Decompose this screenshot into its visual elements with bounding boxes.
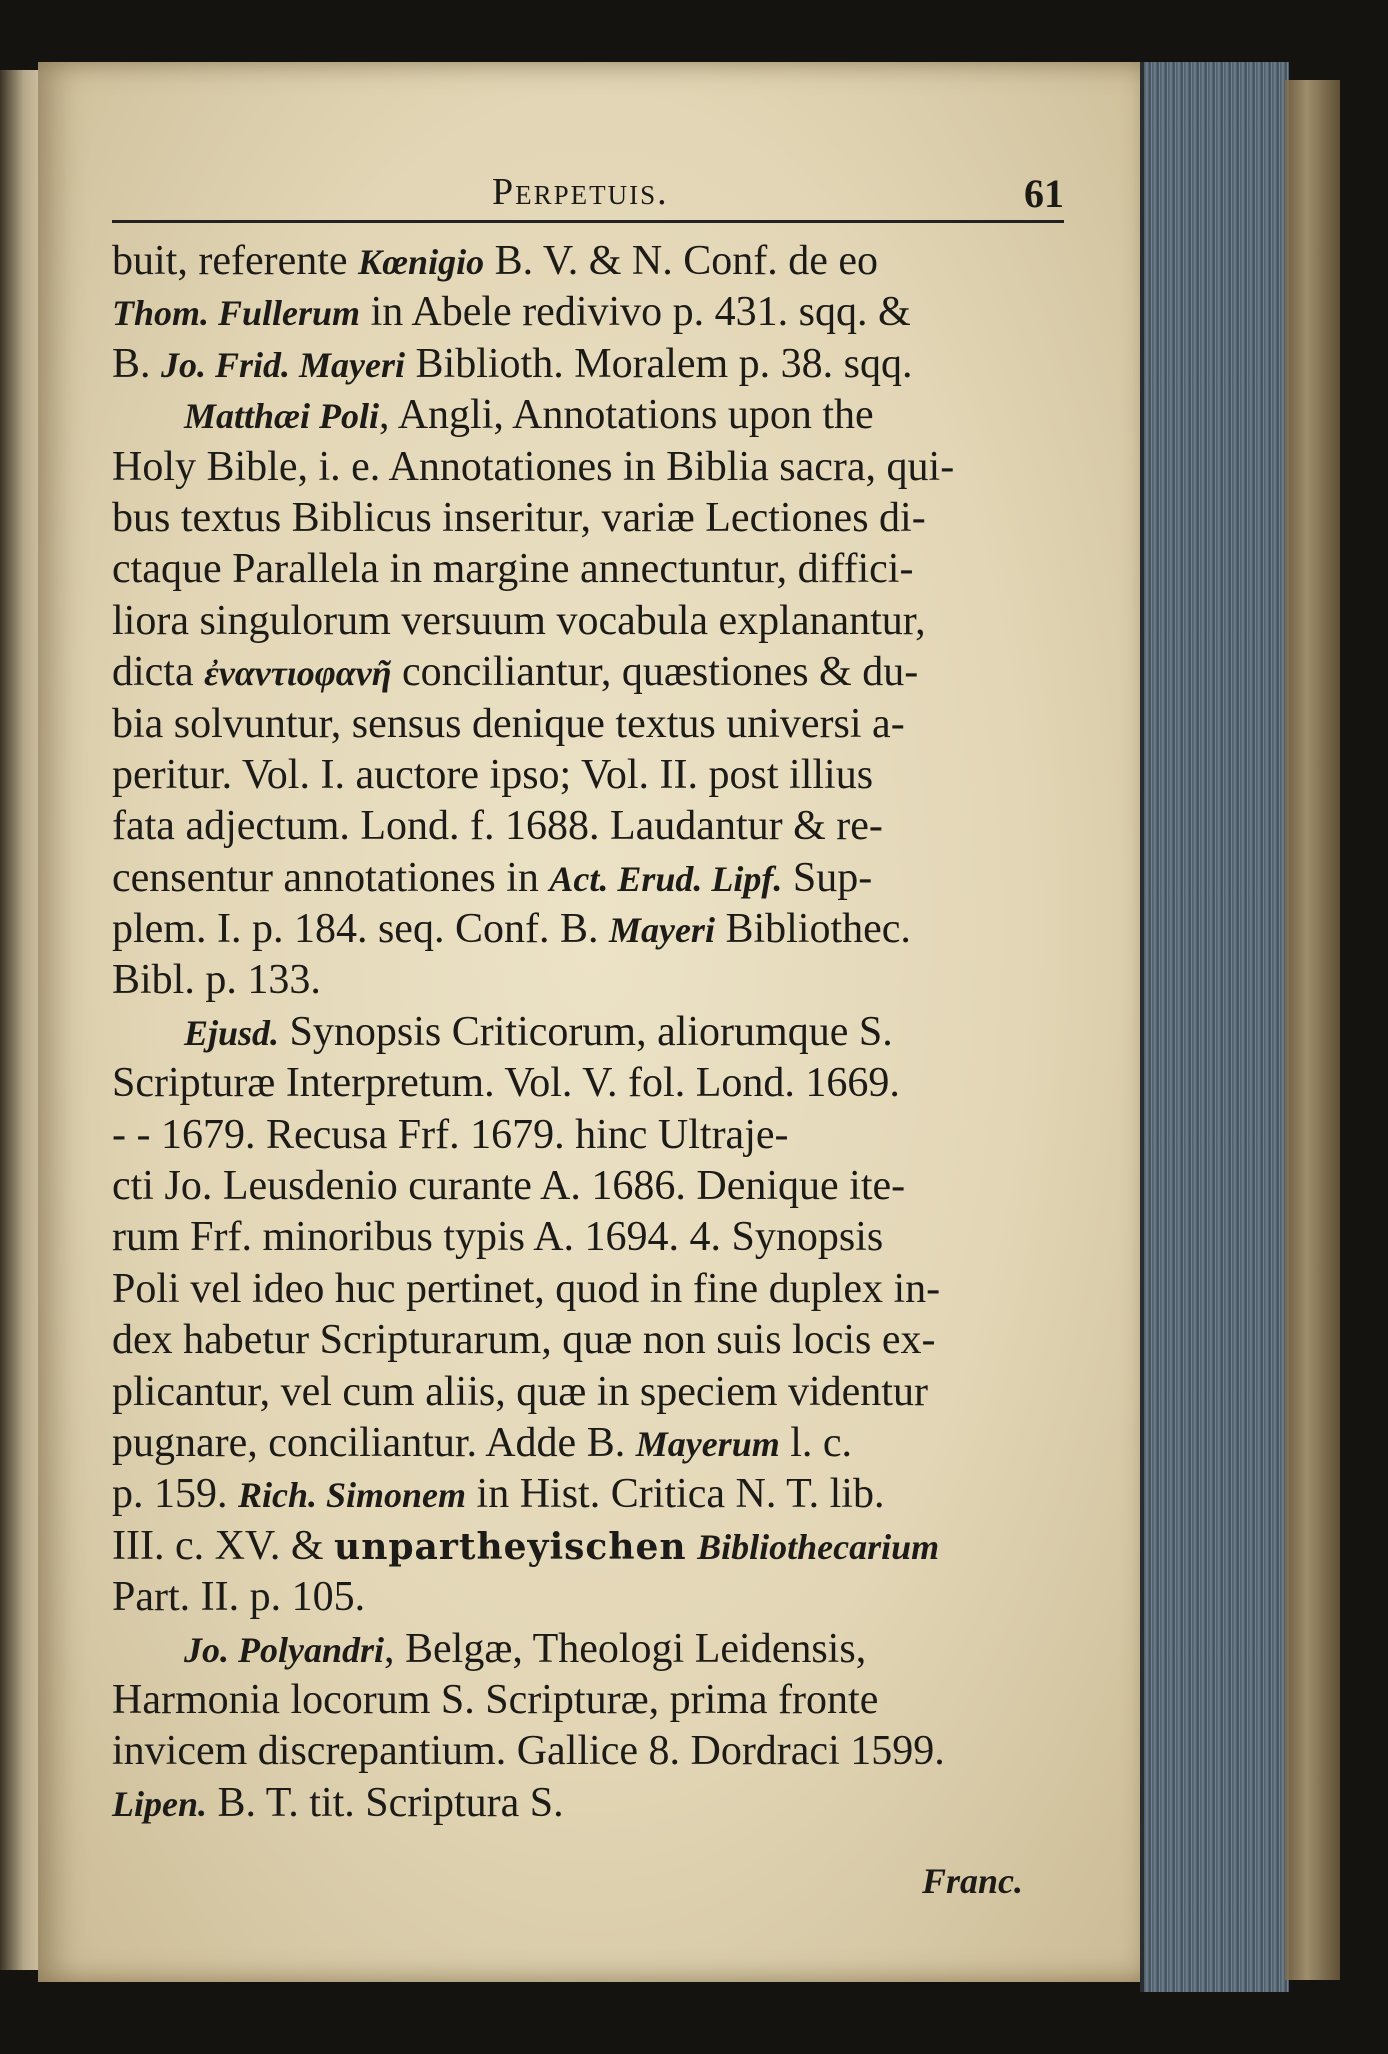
- text-run: Bibliothec.: [714, 906, 911, 953]
- text-line: [112, 750, 1072, 801]
- italic-run: Bibliothecarium: [697, 1526, 940, 1567]
- text-line: [112, 442, 1072, 493]
- text-line: [112, 1264, 1072, 1315]
- text-run: censentur annotationes in: [112, 854, 550, 901]
- body-text: [112, 236, 1072, 1829]
- text-line: [112, 236, 1072, 287]
- text-line: [112, 801, 1072, 852]
- line-content: [112, 1058, 900, 1109]
- line-content: [112, 236, 878, 288]
- text-line: [112, 1367, 1072, 1418]
- text-run: rum Frf. minoribus typis A. 1694. 4. Synopsis: [112, 1214, 884, 1261]
- page-block-fore-edge: [1140, 62, 1289, 1992]
- text-run: dex habetur Scripturarum, quæ non suis locis ex-: [112, 1317, 936, 1364]
- text-line: [112, 390, 1072, 441]
- text-line: [112, 544, 1072, 595]
- line-content: [112, 1572, 365, 1623]
- line-content: [112, 1110, 789, 1161]
- text-run: Biblioth. Moralem p. 38. sqq.: [405, 340, 913, 387]
- italic-run: Mayerum: [635, 1423, 780, 1464]
- text-run: conciliantur, quæstiones & du-: [391, 649, 919, 696]
- italic-run: Kœnigio: [358, 242, 485, 282]
- text-line: [112, 1675, 1072, 1726]
- text-line: [112, 1418, 1072, 1469]
- line-content: [112, 1161, 905, 1212]
- text-line: [112, 1161, 1072, 1212]
- line-content: [112, 1212, 883, 1263]
- text-line: [112, 904, 1072, 955]
- text-run: p. 159.: [112, 1471, 238, 1518]
- text-line: [112, 1624, 1072, 1675]
- text-run: invicem discrepantium. Gallice 8. Dordraci 1599.: [112, 1728, 945, 1775]
- text-run: bus textus Biblicus inseritur, variæ Lectiones di-: [112, 494, 926, 541]
- text-run: fata adjectum. Lond. f. 1688. Laudantur & re-: [112, 803, 883, 850]
- text-run: Poli vel ideo huc pertinet, quod in fine duplex in-: [112, 1265, 941, 1312]
- text-line: [112, 853, 1072, 904]
- text-run: Holy Bible, i. e. Annotationes in Biblia sacra, qui-: [112, 443, 955, 490]
- text-run: l. c.: [779, 1419, 853, 1466]
- line-content: [112, 442, 954, 493]
- italic-run: Ejusd.: [184, 1012, 280, 1053]
- left-page-edge: [0, 70, 40, 1970]
- text-run: B.: [112, 340, 162, 387]
- text-run: [687, 1523, 698, 1569]
- text-run: ctaque Parallela in margine annectuntur, diffici-: [112, 546, 914, 593]
- line-content: [112, 1367, 928, 1418]
- text-run: Synopsis Criticorum, aliorumque S.: [279, 1008, 893, 1055]
- text-run: Scripturæ Interpretum. Vol. V. fol. Lond. 1669.: [112, 1060, 900, 1107]
- line-content: [112, 1469, 884, 1521]
- text-line: [112, 1110, 1072, 1161]
- line-content: [112, 544, 913, 595]
- line-content: [112, 904, 911, 956]
- italic-run: Thom. Fullerum: [112, 293, 361, 334]
- book-cover-edge: [1285, 80, 1340, 1980]
- text-run: , Angli, Annotations upon the: [379, 392, 874, 439]
- text-run: liora singulorum versuum vocabula explanantur,: [112, 597, 926, 644]
- text-line: [112, 1058, 1072, 1109]
- line-content: [112, 853, 872, 905]
- line-content: [184, 1007, 893, 1059]
- text-run: dicta: [112, 649, 205, 696]
- text-run: III. c. XV. &: [112, 1522, 335, 1569]
- text-line: [112, 1521, 1072, 1572]
- page-number: 61: [1024, 171, 1064, 216]
- text-line: [112, 1572, 1072, 1623]
- line-content: [112, 1315, 936, 1366]
- line-content: [112, 596, 926, 647]
- running-head: [112, 160, 1064, 223]
- italic-run: Lipen.: [112, 1783, 207, 1824]
- text-run: B. V. & N. Conf. de eo: [484, 238, 879, 284]
- text-line: [112, 596, 1072, 647]
- text-run: Sup-: [782, 854, 873, 901]
- text-run: plicantur, vel cum aliis, quæ in speciem videntur: [112, 1368, 928, 1415]
- line-content: [112, 750, 873, 801]
- line-content: [112, 1778, 564, 1830]
- italic-run: ἐναντιοφανῆ: [204, 653, 392, 694]
- text-run: buit, referente: [112, 238, 359, 284]
- blackletter-run: unpartheyischen: [334, 1525, 687, 1568]
- text-line: [112, 1726, 1072, 1777]
- text-line: [112, 1778, 1072, 1829]
- line-content: [112, 955, 321, 1006]
- italic-run: Act. Erud. Lipf.: [549, 858, 783, 899]
- text-line: [112, 1315, 1072, 1366]
- catchword: Franc.: [922, 1861, 1024, 1901]
- line-content: [112, 801, 883, 852]
- text-run: pugnare, conciliantur. Adde B.: [112, 1419, 636, 1466]
- line-content: [112, 1521, 939, 1573]
- line-content: [112, 1418, 852, 1470]
- text-line: [112, 699, 1072, 750]
- text-line: [112, 1469, 1072, 1520]
- line-content: [112, 1675, 878, 1726]
- text-run: - - 1679. Recusa Frf. 1679. hinc Ultraje-: [112, 1111, 789, 1158]
- line-content: [112, 1726, 945, 1777]
- text-line: [112, 339, 1072, 390]
- text-line: [112, 647, 1072, 698]
- line-content: [112, 493, 926, 544]
- line-content: [112, 699, 905, 750]
- text-run: in Abele redivivo p. 431. sqq. &: [360, 289, 911, 336]
- text-run: , Belgæ, Theologi Leidensis,: [384, 1625, 867, 1672]
- running-title: Perpetuis.: [492, 171, 669, 213]
- line-content: [184, 390, 874, 442]
- text-run: Bibl. p. 133.: [112, 957, 321, 1004]
- italic-run: Jo. Frid. Mayeri: [161, 344, 406, 385]
- text-run: cti Jo. Leusdenio curante A. 1686. Denique ite-: [112, 1163, 906, 1210]
- line-content: [112, 339, 913, 391]
- text-run: plem. I. p. 184. seq. Conf. B.: [112, 906, 609, 953]
- text-run: Harmonia locorum S. Scripturæ, prima fronte: [112, 1676, 879, 1723]
- line-content: [112, 647, 918, 699]
- text-run: peritur. Vol. I. auctore ipso; Vol. II. post illius: [112, 751, 874, 798]
- italic-run: Rich. Simonem: [238, 1475, 467, 1516]
- text-run: B. T. tit. Scriptura S.: [207, 1779, 564, 1826]
- line-content: [112, 1264, 940, 1315]
- text-run: Part. II. p. 105.: [112, 1574, 366, 1621]
- text-line: [112, 1007, 1072, 1058]
- text-run: bia solvuntur, sensus denique textus universi a-: [112, 700, 905, 747]
- italic-run: Mayeri: [608, 910, 715, 951]
- line-content: [112, 287, 911, 339]
- text-run: in Hist. Critica N. T. lib.: [466, 1471, 885, 1518]
- text-line: [112, 287, 1072, 338]
- text-line: [112, 493, 1072, 544]
- italic-run: Matthæi Poli: [184, 396, 380, 437]
- line-content: [184, 1624, 866, 1676]
- text-line: [112, 955, 1072, 1006]
- italic-run: Jo. Polyandri: [184, 1629, 385, 1670]
- text-line: [112, 1212, 1072, 1263]
